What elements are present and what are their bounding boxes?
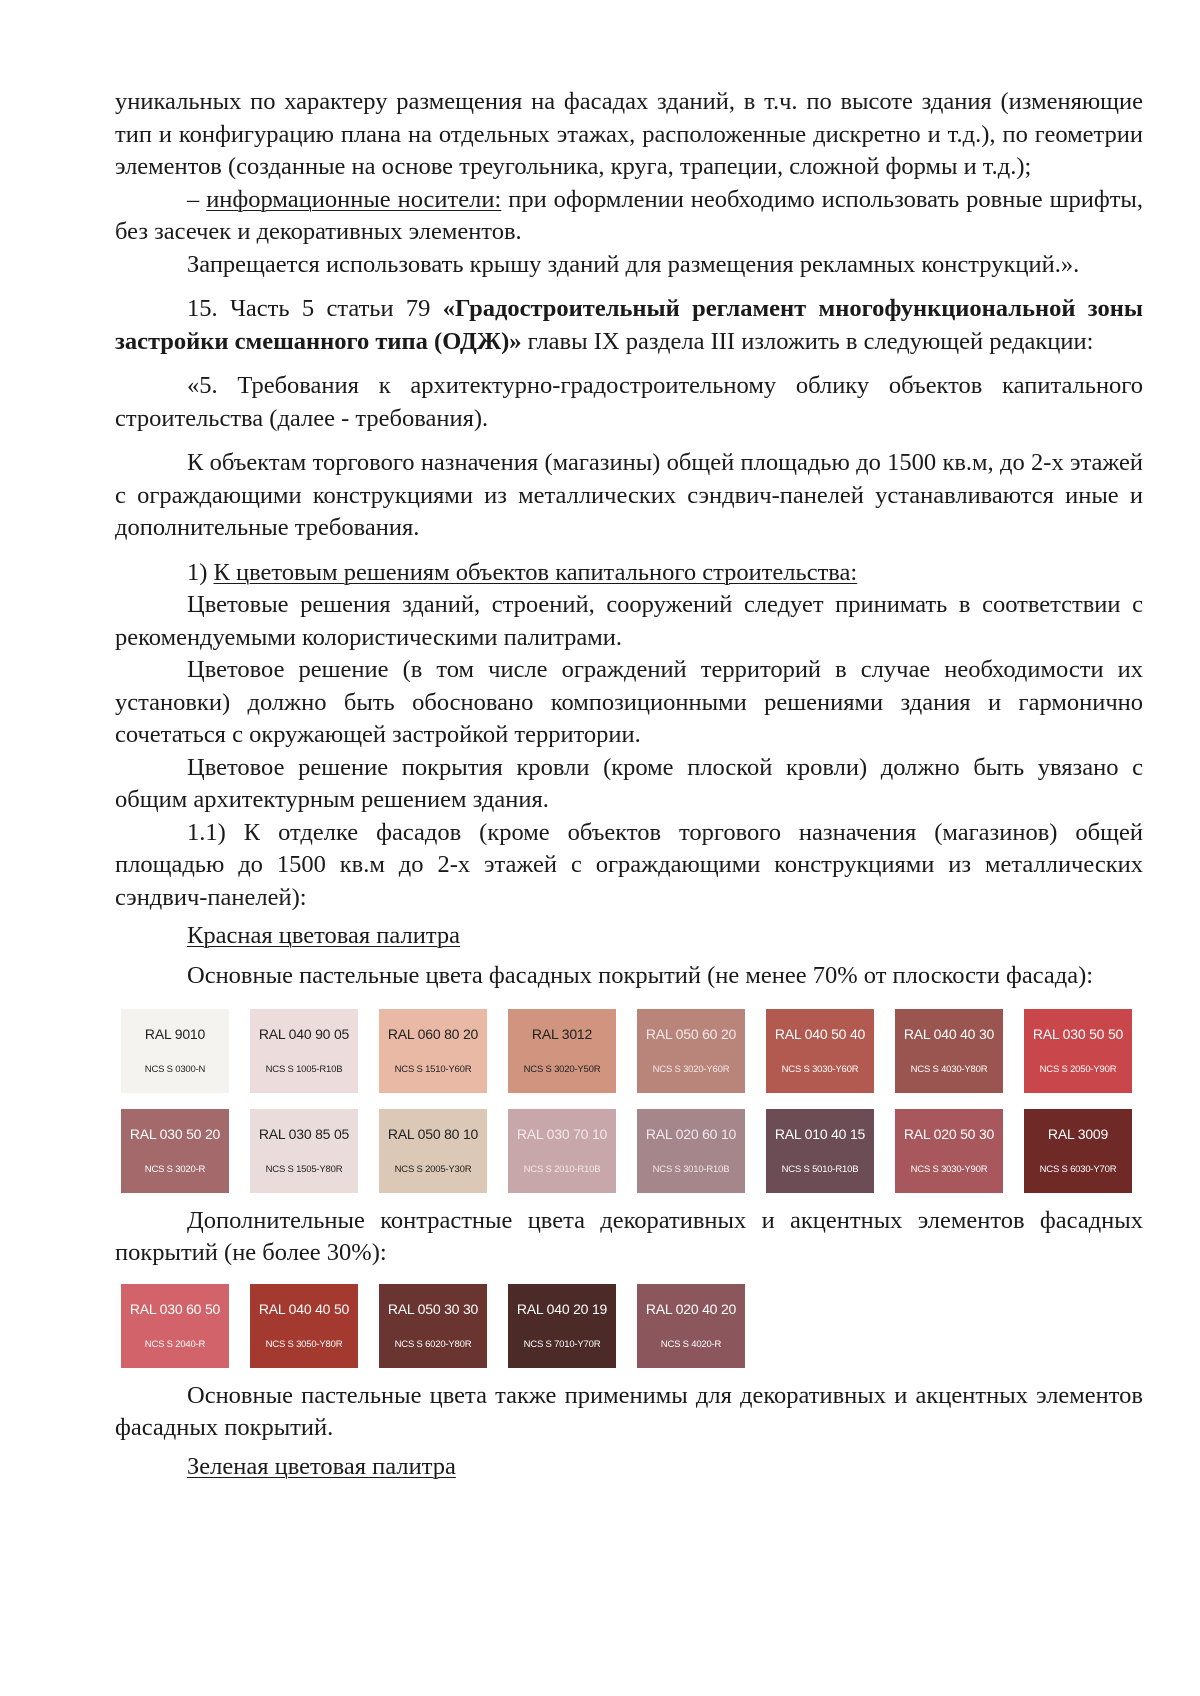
color-swatch xyxy=(250,1284,358,1368)
ral-code: RAL 020 40 20 xyxy=(645,1301,737,1317)
ral-code: RAL 9010 xyxy=(144,1026,206,1042)
ncs-code: NCS S 7010-Y70R xyxy=(523,1339,601,1350)
color-swatch xyxy=(766,1109,874,1193)
main-swatch-row-1 xyxy=(121,1009,1143,1093)
ral-code: RAL 030 70 10 xyxy=(516,1126,608,1142)
ncs-code: NCS S 6020-Y80R xyxy=(394,1339,472,1350)
paragraph-information-carriers xyxy=(115,184,1143,249)
paragraph-prohibition: Запрещается использовать крышу зданий для размещения рекламных конструкций.». xyxy=(187,250,1080,278)
ncs-code: NCS S 2010-R10B xyxy=(523,1164,601,1175)
regulation-title: «Градостроительный регламент многофункциональной зоны застройки смешанного типа (ОДЖ)» xyxy=(115,295,1143,355)
color-swatch xyxy=(508,1109,616,1193)
ral-code: RAL 060 80 20 xyxy=(387,1026,479,1042)
ncs-code: NCS S 3050-Y80R xyxy=(265,1339,343,1350)
ncs-code: NCS S 2040-R xyxy=(144,1339,206,1350)
ral-code: RAL 030 60 50 xyxy=(129,1301,221,1317)
green-palette-heading: Зеленая цветовая палитра xyxy=(187,1452,456,1480)
color-swatch xyxy=(895,1109,1003,1193)
color-swatch xyxy=(637,1009,745,1093)
dash: – xyxy=(187,185,207,213)
main-swatch-row-2 xyxy=(121,1109,1143,1193)
color-swatch xyxy=(637,1109,745,1193)
color-swatch xyxy=(121,1109,229,1193)
paragraph-accent-colors: Дополнительные контрастные цвета декоративных и акцентных элементов фасадных покрытий (не более 30%): xyxy=(115,1206,1143,1266)
paragraph-main-pastel: Основные пастельные цвета фасадных покрытий (не менее 70% от плоскости фасада): xyxy=(187,962,1094,989)
ral-code: RAL 040 20 19 xyxy=(516,1301,608,1317)
ral-code: RAL 050 60 20 xyxy=(645,1026,737,1042)
paragraph-text: при оформлении необходимо использовать ровные шрифты, без засечек и декоративных элементов. xyxy=(115,185,1144,245)
paragraph-text: 15. Часть 5 статьи 79 xyxy=(187,295,443,322)
color-swatch xyxy=(766,1009,874,1093)
ral-code: RAL 3009 xyxy=(1047,1126,1109,1142)
color-swatch xyxy=(637,1284,745,1368)
ral-code: RAL 040 40 50 xyxy=(258,1301,350,1317)
red-palette-heading: Красная цветовая палитра xyxy=(187,922,460,949)
color-swatch xyxy=(379,1109,487,1193)
underlined-heading: К цветовым решениям объектов капитального строительства: xyxy=(213,558,858,586)
ral-code: RAL 030 50 20 xyxy=(129,1126,221,1142)
ral-code: RAL 040 90 05 xyxy=(258,1026,350,1042)
color-swatch xyxy=(379,1284,487,1368)
accent-swatch-row xyxy=(121,1284,1143,1368)
color-swatch xyxy=(379,1009,487,1093)
ncs-code: NCS S 5010-R10B xyxy=(781,1164,859,1175)
ral-code: RAL 050 30 30 xyxy=(387,1301,479,1317)
ncs-code: NCS S 3020-Y60R xyxy=(652,1064,730,1075)
color-swatch xyxy=(1024,1109,1132,1193)
color-swatch xyxy=(895,1009,1003,1093)
ncs-code: NCS S 3030-Y60R xyxy=(781,1064,859,1075)
ncs-code: NCS S 3020-Y50R xyxy=(523,1064,601,1075)
ral-code: RAL 020 60 10 xyxy=(645,1126,737,1142)
paragraph-facade-finish: 1.1) К отделке фасадов (кроме объектов торгового назначения (магазинов) общей площадью до 1500 кв.м до 2-х этажей с ограждающими конструкциями из металлических сэндвич-панелей): xyxy=(115,818,1143,911)
paragraph-trade-objects: К объектам торгового назначения (магазины) общей площадью до 1500 кв.м, до 2-х этажей с ограждающими конструкциями из металлических сэндвич-панелей устанавливаются иные и дополнительные требования. xyxy=(115,449,1143,541)
ral-code: RAL 030 50 50 xyxy=(1032,1026,1124,1042)
list-number: 1) xyxy=(187,558,214,586)
color-swatch xyxy=(1024,1009,1132,1093)
ncs-code: NCS S 1510-Y60R xyxy=(394,1064,472,1075)
ncs-code: NCS S 4030-Y80R xyxy=(910,1064,988,1075)
underlined-term: информационные носители: xyxy=(206,185,502,213)
ncs-code: NCS S 2050-Y90R xyxy=(1039,1064,1117,1075)
ral-code: RAL 040 50 40 xyxy=(774,1026,866,1042)
ral-code: RAL 020 50 30 xyxy=(903,1126,995,1142)
ral-code: RAL 010 40 15 xyxy=(774,1126,866,1142)
paragraph-amendment-15 xyxy=(115,293,1143,358)
ncs-code: NCS S 3030-Y90R xyxy=(910,1164,988,1175)
paragraph-requirements: «5. Требования к архитектурно-градостроительному облику объектов капитального строительства (далее - требования). xyxy=(115,372,1143,432)
paragraph-roof-color: Цветовое решение покрытия кровли (кроме плоской кровли) должно быть увязано с общим архитектурным решением здания. xyxy=(115,753,1143,813)
ncs-code: NCS S 3020-R xyxy=(144,1164,206,1175)
paragraph-pastel-applicable: Основные пастельные цвета также применимы для декоративных и акцентных элементов фасадных покрытий. xyxy=(115,1381,1143,1441)
paragraph-text: главы IX раздела III изложить в следующей редакции: xyxy=(521,327,1094,355)
paragraph-color-fence: Цветовое решение (в том числе ограждений территорий в случае необходимости их установки) должно быть обосновано композиционными решениями здания и гармонично сочетаться с окружающей застройкой территории. xyxy=(115,656,1143,748)
ncs-code: NCS S 1505-Y80R xyxy=(265,1164,343,1175)
ral-code: RAL 050 80 10 xyxy=(387,1126,479,1142)
ral-code: RAL 040 40 30 xyxy=(903,1026,995,1042)
ncs-code: NCS S 0300-N xyxy=(144,1064,206,1075)
color-swatch xyxy=(508,1284,616,1368)
ral-code: RAL 3012 xyxy=(531,1026,593,1042)
ncs-code: NCS S 4020-R xyxy=(660,1339,722,1350)
ral-code: RAL 030 85 05 xyxy=(258,1126,350,1142)
ncs-code: NCS S 1005-R10B xyxy=(265,1064,343,1075)
paragraph-color-solutions-heading xyxy=(115,557,1143,590)
color-swatch xyxy=(508,1009,616,1093)
color-swatch xyxy=(250,1009,358,1093)
color-swatch xyxy=(121,1284,229,1368)
paragraph-1: уникальных по характеру размещения на фасадах зданий, в т.ч. по высоте здания (изменяющие тип и конфигурацию плана на отдельных этажах, расположенные дискретно и т.д.), по геометрии элементов (созданные на основе треугольника, круга, трапеции, сложной формы и т.д.); xyxy=(115,88,1143,180)
ncs-code: NCS S 3010-R10B xyxy=(652,1164,730,1175)
ncs-code: NCS S 2005-Y30R xyxy=(394,1164,472,1175)
paragraph-color-palettes: Цветовые решения зданий, строений, сооружений следует принимать в соответствии с рекомендуемыми колористическими палитрами. xyxy=(115,591,1143,651)
ncs-code: NCS S 6030-Y70R xyxy=(1039,1164,1117,1175)
color-swatch xyxy=(250,1109,358,1193)
color-swatch xyxy=(121,1009,229,1093)
